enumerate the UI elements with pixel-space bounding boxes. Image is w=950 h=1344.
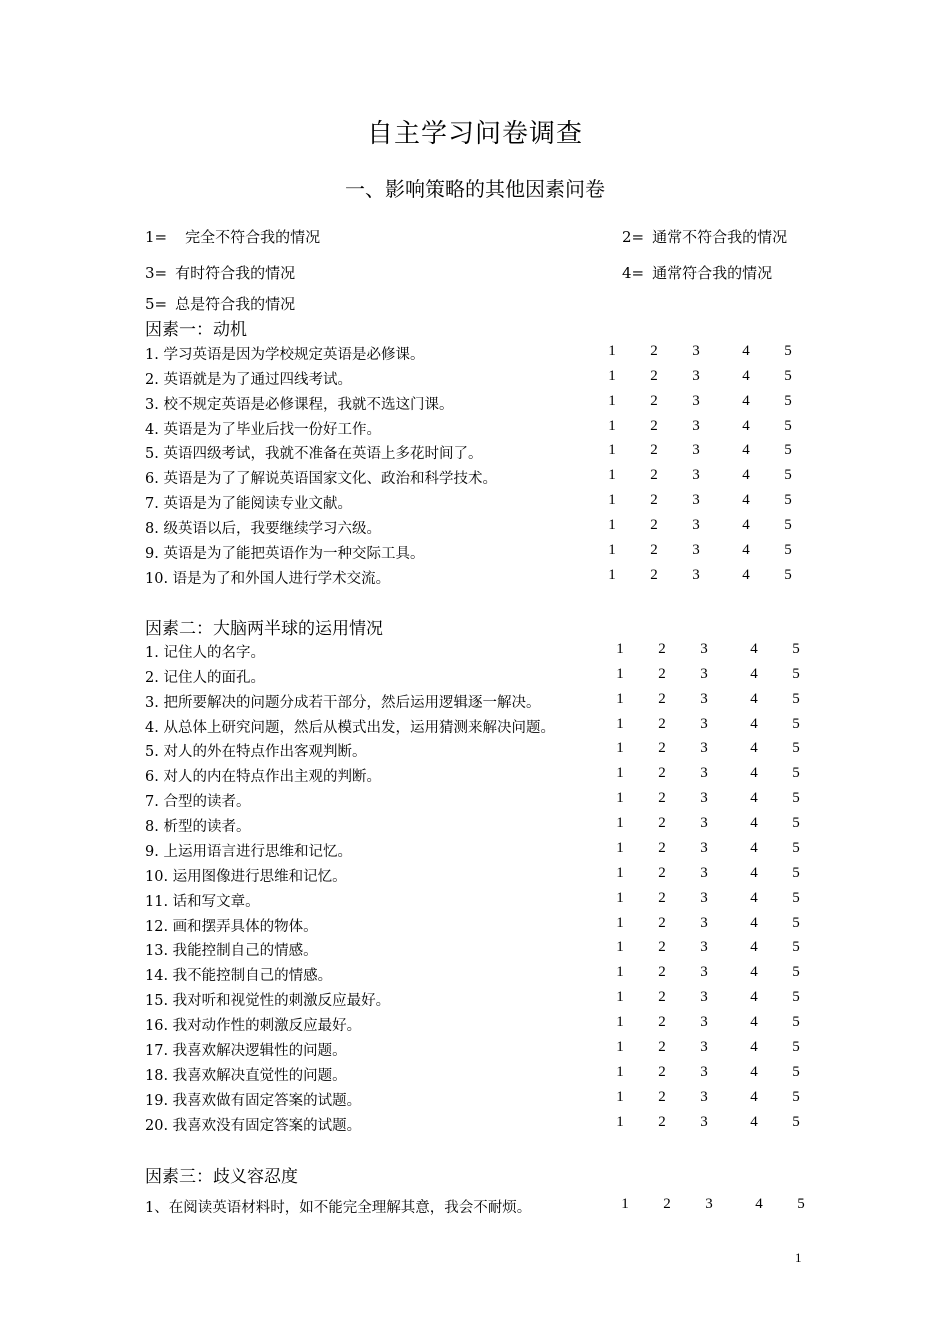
rating-option-1[interactable]: 1	[616, 641, 624, 657]
scale-text: 有时符合我的情况	[175, 264, 296, 282]
rating-option-1[interactable]: 1	[608, 417, 616, 434]
rating-option-5[interactable]: 5	[784, 367, 792, 384]
question-row	[0, 691, 950, 716]
question-row	[0, 1064, 950, 1089]
rating-option-5[interactable]: 5	[792, 740, 800, 757]
rating-option-1[interactable]: 1	[621, 1196, 629, 1212]
rating-option-3[interactable]: 3	[692, 516, 700, 533]
rating-option-5[interactable]: 5	[792, 1088, 800, 1105]
question-row	[0, 740, 950, 765]
question-text: 3. 把所要解决的问题分成若干部分，然后运用逻辑逐一解决。	[145, 694, 541, 711]
rating-option-2[interactable]: 2	[663, 1196, 671, 1212]
rating-option-3[interactable]: 3	[692, 417, 700, 434]
rating-option-5[interactable]: 5	[792, 1063, 800, 1080]
rating-option-4[interactable]: 4	[750, 715, 758, 732]
question-row	[0, 492, 950, 517]
scale-label: 5=	[145, 295, 168, 313]
rating-option-2[interactable]: 2	[658, 864, 666, 881]
question-row	[0, 641, 950, 666]
rating-option-4[interactable]: 4	[750, 815, 758, 832]
question-row	[0, 542, 950, 567]
scale-item-2	[622, 226, 787, 247]
rating-option-2[interactable]: 2	[658, 1038, 666, 1055]
rating-option-5[interactable]: 5	[792, 864, 800, 881]
question-text: 4. 从总体上研究问题，然后从模式出发，运用猜测来解决问题。	[145, 719, 555, 736]
rating-option-4[interactable]: 4	[750, 839, 758, 856]
rating-option-2[interactable]: 2	[658, 790, 666, 807]
question-text: 1、在阅读英语材料时，如不能完全理解其意，我会不耐烦。	[145, 1200, 532, 1216]
question-row	[0, 666, 950, 691]
rating-option-2[interactable]: 2	[650, 392, 658, 409]
rating-option-1[interactable]: 1	[616, 790, 624, 807]
rating-option-5[interactable]: 5	[792, 989, 800, 1006]
rating-option-4[interactable]: 4	[755, 1196, 763, 1212]
rating-option-4[interactable]: 4	[750, 1088, 758, 1105]
rating-option-5[interactable]: 5	[792, 790, 800, 807]
rating-option-4[interactable]: 4	[750, 1063, 758, 1080]
rating-option-4[interactable]: 4	[750, 1038, 758, 1055]
rating-option-5[interactable]: 5	[784, 442, 792, 459]
rating-option-2[interactable]: 2	[658, 665, 666, 682]
rating-option-3[interactable]: 3	[700, 1038, 708, 1055]
rating-option-5[interactable]: 5	[784, 516, 792, 533]
rating-option-4[interactable]: 4	[742, 566, 750, 583]
question-text: 5. 英语四级考试，我就不准备在英语上多花时间了。	[145, 446, 483, 463]
rating-option-1[interactable]: 1	[616, 1014, 624, 1031]
rating-option-1[interactable]: 1	[616, 665, 624, 682]
question-text: 2. 英语就是为了通过四线考试。	[145, 371, 352, 388]
scale-text: 总是符合我的情况	[175, 295, 296, 313]
rating-option-2[interactable]: 2	[650, 417, 658, 434]
factor-1-title: 因素一：动机	[145, 320, 247, 340]
rating-option-4[interactable]: 4	[750, 1014, 758, 1031]
rating-option-3[interactable]: 3	[700, 989, 708, 1006]
question-row	[0, 442, 950, 467]
rating-option-4[interactable]: 4	[742, 392, 750, 409]
rating-option-1[interactable]: 1	[608, 566, 616, 583]
rating-option-1[interactable]: 1	[616, 864, 624, 881]
rating-option-5[interactable]: 5	[792, 889, 800, 906]
rating-option-1[interactable]: 1	[616, 1038, 624, 1055]
rating-option-1[interactable]: 1	[608, 442, 616, 459]
question-row	[0, 1196, 950, 1221]
rating-option-4[interactable]: 4	[750, 690, 758, 707]
rating-option-4[interactable]: 4	[750, 665, 758, 682]
rating-option-3[interactable]: 3	[700, 715, 708, 732]
rating-option-2[interactable]: 2	[658, 914, 666, 931]
question-text: 2. 记住人的面孔。	[145, 669, 265, 686]
rating-option-4[interactable]: 4	[750, 864, 758, 881]
scale-item-1	[145, 226, 320, 247]
rating-option-3[interactable]: 3	[705, 1196, 713, 1212]
rating-option-4[interactable]: 4	[750, 740, 758, 757]
rating-option-2[interactable]: 2	[650, 566, 658, 583]
rating-option-2[interactable]: 2	[650, 442, 658, 459]
rating-option-3[interactable]: 3	[700, 790, 708, 807]
rating-option-4[interactable]: 4	[742, 516, 750, 533]
rating-option-4[interactable]: 4	[742, 442, 750, 459]
question-text: 9. 上运用语言进行思维和记忆。	[145, 843, 352, 860]
question-row	[0, 418, 950, 443]
scale-label: 4=	[622, 264, 645, 282]
question-row	[0, 840, 950, 865]
rating-option-1[interactable]: 1	[616, 839, 624, 856]
rating-option-4[interactable]: 4	[750, 641, 758, 657]
rating-option-5[interactable]: 5	[792, 1038, 800, 1055]
rating-option-3[interactable]: 3	[700, 1088, 708, 1105]
question-row	[0, 815, 950, 840]
rating-option-5[interactable]: 5	[784, 417, 792, 434]
rating-option-4[interactable]: 4	[750, 964, 758, 981]
rating-option-5[interactable]: 5	[797, 1196, 805, 1212]
question-row	[0, 1014, 950, 1039]
rating-option-5[interactable]: 5	[792, 964, 800, 981]
rating-option-1[interactable]: 1	[616, 765, 624, 782]
rating-option-3[interactable]: 3	[692, 343, 700, 359]
rating-option-2[interactable]: 2	[658, 1063, 666, 1080]
rating-option-1[interactable]: 1	[616, 1113, 624, 1130]
rating-option-2[interactable]: 2	[658, 989, 666, 1006]
question-row	[0, 915, 950, 940]
rating-option-5[interactable]: 5	[784, 343, 792, 359]
rating-option-1[interactable]: 1	[616, 1088, 624, 1105]
rating-option-2[interactable]: 2	[658, 815, 666, 832]
rating-option-5[interactable]: 5	[792, 665, 800, 682]
question-row	[0, 467, 950, 492]
rating-option-2[interactable]: 2	[658, 1113, 666, 1130]
rating-option-1[interactable]: 1	[616, 690, 624, 707]
rating-option-2[interactable]: 2	[658, 839, 666, 856]
scale-item-4	[622, 262, 772, 283]
question-row	[0, 790, 950, 815]
question-text: 7. 合型的读者。	[145, 794, 251, 811]
rating-option-5[interactable]: 5	[792, 715, 800, 732]
rating-option-3[interactable]: 3	[692, 467, 700, 484]
rating-option-2[interactable]: 2	[658, 964, 666, 981]
rating-option-3[interactable]: 3	[700, 765, 708, 782]
rating-option-5[interactable]: 5	[792, 641, 800, 657]
rating-option-2[interactable]: 2	[658, 765, 666, 782]
rating-option-3[interactable]: 3	[700, 964, 708, 981]
rating-option-3[interactable]: 3	[700, 1113, 708, 1130]
question-text: 8. 级英语以后，我要继续学习六级。	[145, 520, 381, 537]
rating-option-4[interactable]: 4	[742, 541, 750, 558]
rating-option-3[interactable]: 3	[700, 1063, 708, 1080]
rating-option-2[interactable]: 2	[658, 889, 666, 906]
rating-option-4[interactable]: 4	[750, 765, 758, 782]
rating-option-4[interactable]: 4	[750, 1113, 758, 1130]
question-row	[0, 343, 950, 368]
rating-option-5[interactable]: 5	[792, 939, 800, 956]
rating-option-1[interactable]: 1	[616, 939, 624, 956]
page-title: 自主学习问卷调查	[366, 119, 583, 149]
rating-option-2[interactable]: 2	[658, 641, 666, 657]
rating-option-5[interactable]: 5	[792, 690, 800, 707]
rating-option-3[interactable]: 3	[700, 815, 708, 832]
question-text: 14. 我不能控制自己的情感。	[145, 968, 333, 985]
question-text: 5. 对人的外在特点作出客观判断。	[145, 744, 367, 761]
rating-option-2[interactable]: 2	[650, 541, 658, 558]
rating-option-2[interactable]: 2	[650, 343, 658, 359]
rating-option-4[interactable]: 4	[750, 989, 758, 1006]
rating-option-5[interactable]: 5	[784, 492, 792, 509]
rating-option-3[interactable]: 3	[700, 864, 708, 881]
question-row	[0, 865, 950, 890]
question-text: 18. 我喜欢解决直觉性的问题。	[145, 1067, 347, 1084]
question-row	[0, 765, 950, 790]
scale-item-5	[145, 293, 295, 314]
rating-option-1[interactable]: 1	[616, 914, 624, 931]
question-text: 9. 英语是为了能把英语作为一种交际工具。	[145, 545, 425, 562]
question-text: 19. 我喜欢做有固定答案的试题。	[145, 1092, 362, 1109]
scale-label: 2=	[622, 228, 645, 246]
rating-option-5[interactable]: 5	[784, 541, 792, 558]
question-row	[0, 890, 950, 915]
question-row	[0, 393, 950, 418]
rating-option-1[interactable]: 1	[608, 467, 616, 484]
rating-option-1[interactable]: 1	[608, 541, 616, 558]
rating-option-5[interactable]: 5	[784, 566, 792, 583]
rating-option-3[interactable]: 3	[700, 939, 708, 956]
question-row	[0, 716, 950, 741]
rating-option-3[interactable]: 3	[700, 914, 708, 931]
question-text: 10. 运用图像进行思维和记忆。	[145, 868, 347, 885]
rating-option-3[interactable]: 3	[692, 392, 700, 409]
rating-option-3[interactable]: 3	[700, 641, 708, 657]
question-row	[0, 368, 950, 393]
question-text: 10. 语是为了和外国人进行学术交流。	[145, 570, 391, 587]
question-text: 11. 话和写文章。	[145, 893, 260, 910]
rating-option-2[interactable]: 2	[658, 690, 666, 707]
question-text: 8. 析型的读者。	[145, 819, 251, 836]
rating-option-1[interactable]: 1	[616, 889, 624, 906]
rating-option-4[interactable]: 4	[750, 939, 758, 956]
rating-option-2[interactable]: 2	[650, 492, 658, 509]
question-row	[0, 567, 950, 592]
question-text: 6. 英语是为了了解说英语国家文化、政治和科学技术。	[145, 471, 497, 488]
rating-option-2[interactable]: 2	[658, 1014, 666, 1031]
rating-option-1[interactable]: 1	[616, 964, 624, 981]
rating-option-1[interactable]: 1	[616, 715, 624, 732]
question-text: 7. 英语是为了能阅读专业文献。	[145, 496, 352, 513]
scale-text: 完全不符合我的情况	[185, 228, 321, 246]
rating-option-2[interactable]: 2	[658, 1088, 666, 1105]
question-text: 4. 英语是为了毕业后找一份好工作。	[145, 421, 381, 438]
question-text: 12. 画和摆弄具体的物体。	[145, 918, 318, 935]
rating-option-4[interactable]: 4	[742, 492, 750, 509]
rating-option-5[interactable]: 5	[792, 1113, 800, 1130]
rating-option-3[interactable]: 3	[700, 889, 708, 906]
rating-option-3[interactable]: 3	[692, 367, 700, 384]
rating-option-4[interactable]: 4	[750, 914, 758, 931]
rating-option-3[interactable]: 3	[700, 690, 708, 707]
rating-option-2[interactable]: 2	[650, 516, 658, 533]
rating-option-1[interactable]: 1	[616, 815, 624, 832]
rating-option-4[interactable]: 4	[742, 417, 750, 434]
factor-3-title: 因素三：歧义容忍度	[145, 1167, 298, 1187]
rating-option-1[interactable]: 1	[608, 392, 616, 409]
question-text: 1. 记住人的名字。	[145, 645, 265, 661]
question-row	[0, 1089, 950, 1114]
rating-option-3[interactable]: 3	[692, 492, 700, 509]
question-row	[0, 517, 950, 542]
rating-option-3[interactable]: 3	[692, 442, 700, 459]
rating-option-1[interactable]: 1	[608, 367, 616, 384]
rating-option-3[interactable]: 3	[700, 665, 708, 682]
rating-option-2[interactable]: 2	[658, 939, 666, 956]
rating-option-3[interactable]: 3	[700, 740, 708, 757]
rating-option-4[interactable]: 4	[742, 343, 750, 359]
rating-option-5[interactable]: 5	[792, 765, 800, 782]
question-row	[0, 939, 950, 964]
question-text: 16. 我对动作性的刺激反应最好。	[145, 1018, 362, 1035]
rating-option-5[interactable]: 5	[792, 1014, 800, 1031]
rating-option-3[interactable]: 3	[700, 1014, 708, 1031]
scale-label: 1=	[145, 228, 168, 246]
rating-option-1[interactable]: 1	[608, 492, 616, 509]
rating-option-4[interactable]: 4	[750, 790, 758, 807]
rating-option-4[interactable]: 4	[742, 367, 750, 384]
question-text: 20. 我喜欢没有固定答案的试题。	[145, 1117, 362, 1134]
rating-option-4[interactable]: 4	[742, 467, 750, 484]
question-text: 1. 学习英语是因为学校规定英语是必修课。	[145, 347, 425, 363]
rating-option-3[interactable]: 3	[700, 839, 708, 856]
question-text: 13. 我能控制自己的情感。	[145, 943, 318, 960]
rating-option-1[interactable]: 1	[616, 989, 624, 1006]
rating-option-1[interactable]: 1	[616, 740, 624, 757]
scale-item-3	[145, 262, 295, 283]
rating-option-3[interactable]: 3	[692, 566, 700, 583]
question-text: 3. 校不规定英语是必修课程，我就不选这门课。	[145, 396, 454, 413]
rating-option-2[interactable]: 2	[650, 367, 658, 384]
rating-option-3[interactable]: 3	[692, 541, 700, 558]
rating-option-5[interactable]: 5	[792, 815, 800, 832]
question-row	[0, 1039, 950, 1064]
rating-option-5[interactable]: 5	[784, 392, 792, 409]
rating-option-5[interactable]: 5	[792, 839, 800, 856]
rating-option-4[interactable]: 4	[750, 889, 758, 906]
page-number: 1	[795, 1250, 802, 1265]
question-text: 6. 对人的内在特点作出主观的判断。	[145, 769, 381, 786]
question-row	[0, 989, 950, 1014]
rating-option-1[interactable]: 1	[608, 516, 616, 533]
question-text: 17. 我喜欢解决逻辑性的问题。	[145, 1042, 347, 1059]
rating-option-5[interactable]: 5	[792, 914, 800, 931]
question-text: 15. 我对听和视觉性的刺激反应最好。	[145, 993, 391, 1010]
scale-text: 通常符合我的情况	[652, 264, 773, 282]
question-row	[0, 964, 950, 989]
factor-2-title: 因素二：大脑两半球的运用情况	[145, 619, 383, 639]
rating-option-1[interactable]: 1	[616, 1063, 624, 1080]
page-subtitle: 一、影响策略的其他因素问卷	[345, 177, 605, 201]
rating-option-2[interactable]: 2	[650, 467, 658, 484]
rating-option-5[interactable]: 5	[784, 467, 792, 484]
scale-label: 3=	[145, 264, 168, 282]
rating-option-2[interactable]: 2	[658, 740, 666, 757]
scale-text: 通常不符合我的情况	[652, 228, 788, 246]
rating-option-2[interactable]: 2	[658, 715, 666, 732]
question-row	[0, 1114, 950, 1139]
rating-option-1[interactable]: 1	[608, 343, 616, 359]
